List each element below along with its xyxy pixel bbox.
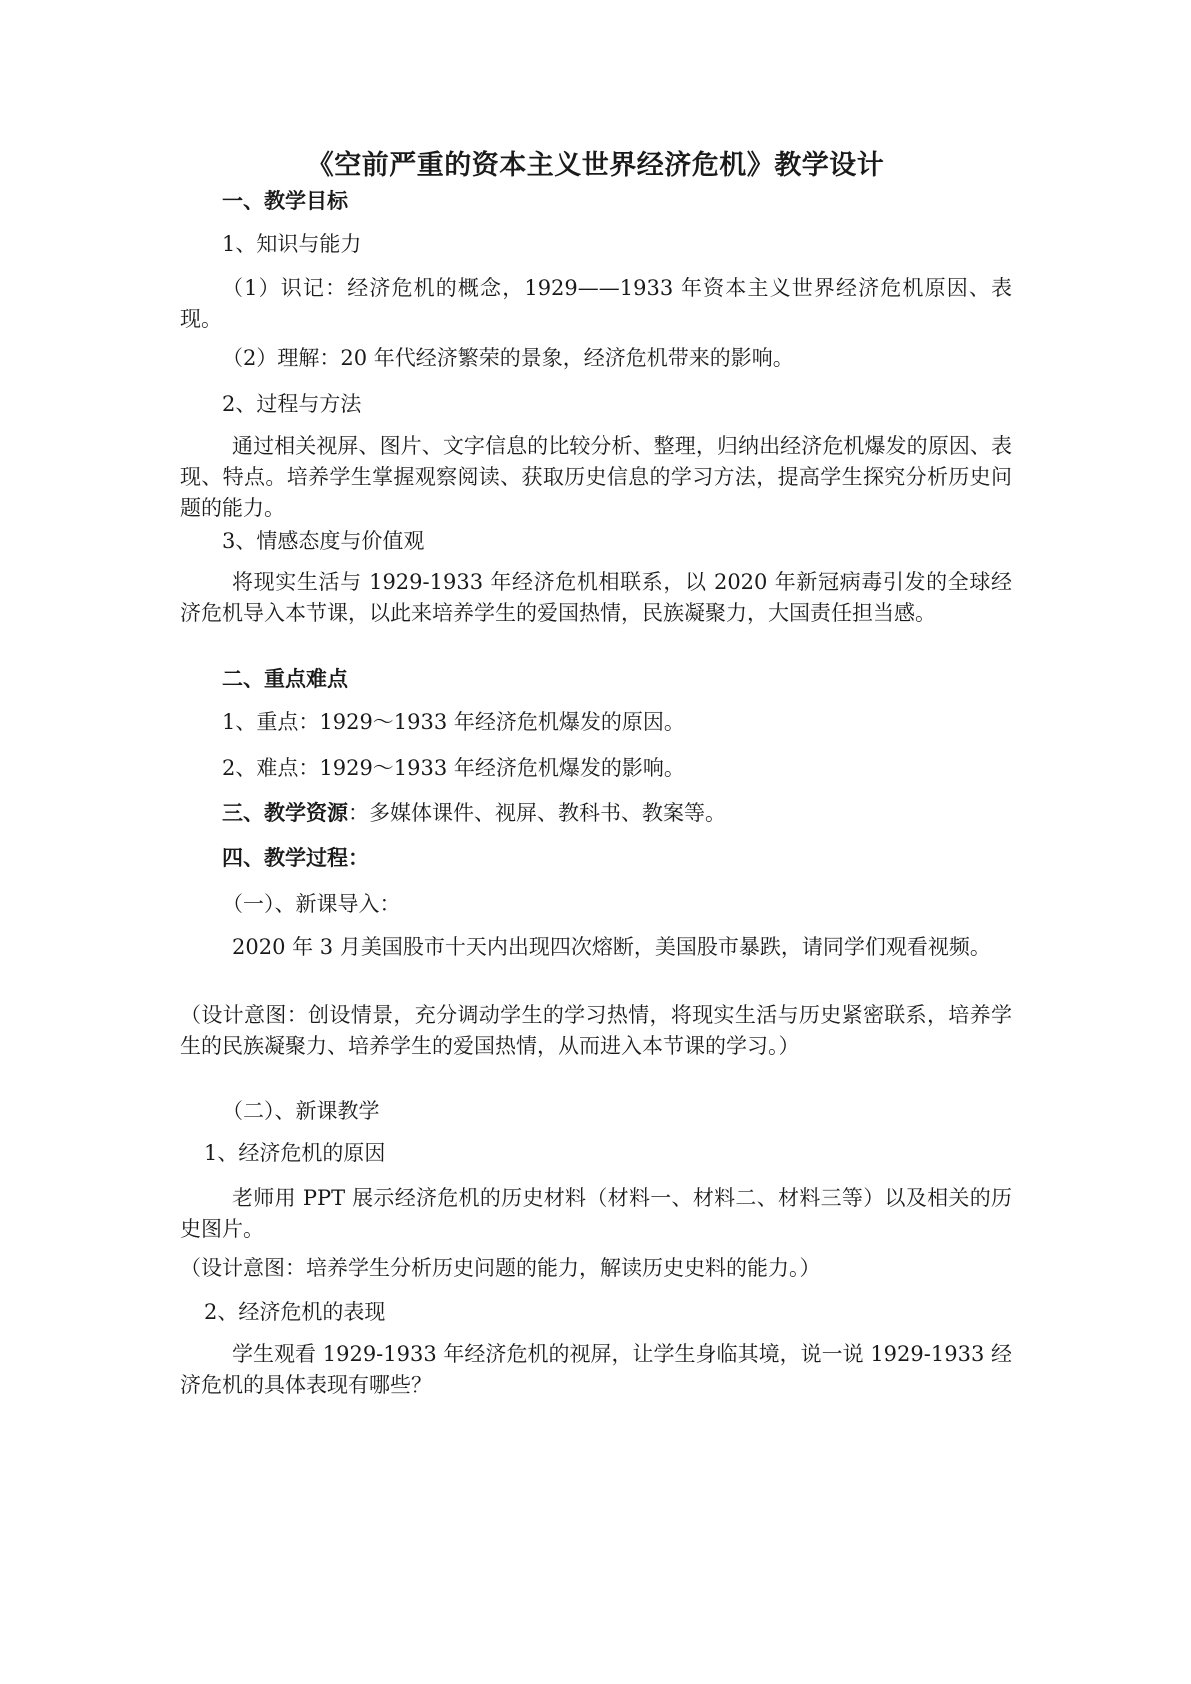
subheading-intro: （一）、新课导入： [222,892,401,916]
resources-text: ：多媒体课件、视屏、教科书、教案等。 [348,801,726,825]
paragraph-key-2: 2、难点：1929～1933 年经济危机爆发的影响。 [222,756,685,780]
paragraph-resources [180,798,1012,829]
section-heading-process-main: 四、教学过程： [222,846,369,870]
paragraph-emotion: 将现实生活与 1929-1933 年经济危机相联系，以 2020 年新冠病毒引发的全球经济危机导入本节课，以此来培养学生的爱国热情，民族凝聚力，大国责任担当感。 [180,570,1012,625]
subheading-teach: （二）、新课教学 [222,1099,380,1123]
document-title: 《空前严重的资本主义世界经济危机》教学设计 [306,150,885,181]
subheading-show: 2、经济危机的表现 [204,1300,386,1324]
paragraph-intro-intent: （设计意图：创设情景，充分调动学生的学习热情，将现实生活与历史紧密联系，培养学生的民族凝聚力、培养学生的爱国热情，从而进入本节课的学习。） [180,1003,1012,1058]
paragraph-knowledge-2: （2）理解：20 年代经济繁荣的景象，经济危机带来的影响。 [222,346,794,370]
section-heading-goals: 一、教学目标 [222,189,348,213]
paragraph-process: 通过相关视屏、图片、文字信息的比较分析、整理，归纳出经济危机爆发的原因、表现、特点。培养学生掌握观察阅读、获取历史信息的学习方法，提高学生探究分析历史问题的能力。 [180,434,1012,520]
section-heading-key: 二、重点难点 [222,667,348,691]
paragraph-knowledge-1: （1）识记：经济危机的概念，1929——1933 年资本主义世界经济危机原因、表现。 [180,276,1012,331]
paragraph-cause: 老师用 PPT 展示经济危机的历史材料（材料一、材料二、材料三等）以及相关的历史图片。 [180,1186,1012,1241]
subheading-knowledge: 1、知识与能力 [222,232,362,256]
subheading-emotion: 3、情感态度与价值观 [222,529,425,553]
paragraph-cause-intent: （设计意图：培养学生分析历史问题的能力，解读历史史料的能力。） [180,1256,821,1280]
subheading-cause: 1、经济危机的原因 [204,1141,386,1165]
resources-label: 三、教学资源 [222,801,348,825]
paragraph-show: 学生观看 1929-1933 年经济危机的视屏，让学生身临其境，说一说 1929-1933 经济危机的具体表现有哪些？ [180,1342,1012,1397]
subheading-process: 2、过程与方法 [222,392,362,416]
paragraph-key-1: 1、重点：1929～1933 年经济危机爆发的原因。 [222,710,685,734]
paragraph-intro: 2020 年 3 月美国股市十天内出现四次熔断，美国股市暴跌，请同学们观看视频。 [232,935,991,959]
